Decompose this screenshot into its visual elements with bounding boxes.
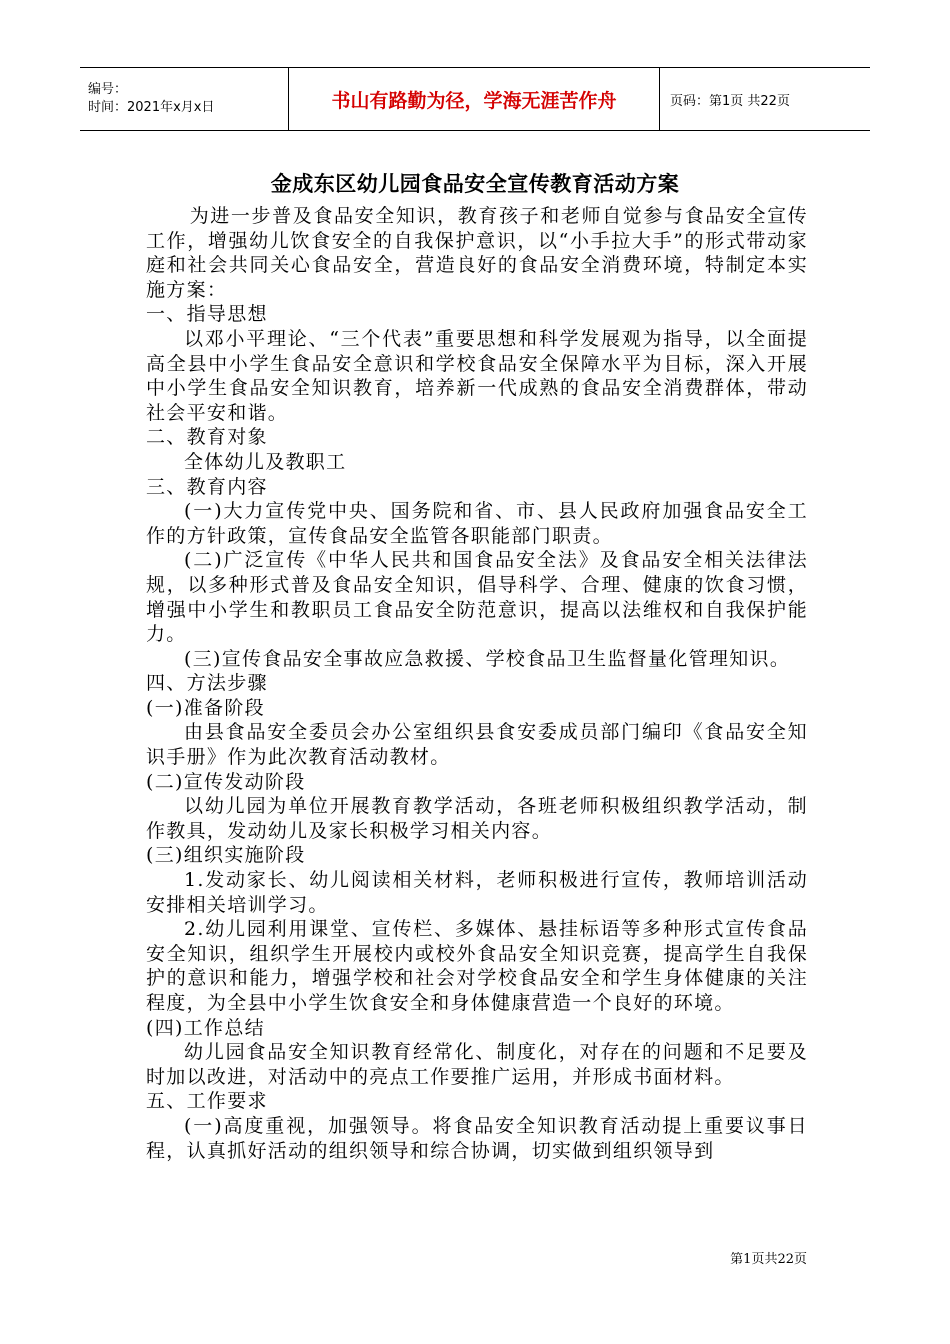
- body-paragraph: 1.发动家长、幼儿阅读相关材料，老师积极进行宣传，教师培训活动安排相关培训学习。: [146, 869, 808, 916]
- motto-text: 书山有路勤为径，学海无涯苦作舟: [331, 89, 617, 112]
- section-heading: 三、教育内容: [146, 475, 268, 498]
- time-label: 时间：2021年x月x日: [88, 100, 215, 115]
- section-heading: 四、方法步骤: [146, 672, 268, 695]
- body-paragraph: 2.幼儿园利用课堂、宣传栏、多媒体、悬挂标语等多种形式宣传食品安全知识，组织学生开展校内或校外食品安全知识竞赛，提高学生自我保护的意识和能力，增强学校和社会对学校食品安全和学生身体健康的关注程度，为全县中小学生饮食安全和身体健康营造一个良好的环境。: [146, 918, 808, 1014]
- subsection-heading: (四)工作总结: [146, 1016, 265, 1039]
- body-paragraph: (三)宣传食品安全事故应急救援、学校食品卫生监督量化管理知识。: [184, 647, 791, 670]
- section-heading: 二、教育对象: [146, 426, 268, 449]
- body-paragraph: 以幼儿园为单位开展教育教学活动，各班老师积极组织教学活动，制作教具，发动幼儿及家长积极学习相关内容。: [146, 795, 808, 842]
- subsection-heading: (一)准备阶段: [146, 696, 265, 719]
- document-body: [146, 204, 808, 1163]
- document-title: 金成东区幼儿园食品安全宣传教育活动方案: [270, 172, 680, 196]
- header-motto: [288, 68, 660, 130]
- body-paragraph: 以邓小平理论、“三个代表”重要思想和科学发展观为指导，以全面提高全县中小学生食品安全意识和学校食品安全保障水平为目标，深入开展中小学生食品安全知识教育，培养新一代成熟的食品安全消费群体，带动社会平安和谐。: [146, 327, 808, 424]
- body-paragraph: 幼儿园食品安全知识教育经常化、制度化，对存在的问题和不足要及时加以改进，对活动中的亮点工作要推广运用，并形成书面材料。: [146, 1041, 808, 1088]
- body-paragraph: 全体幼儿及教职工: [184, 450, 347, 473]
- document-header: [80, 67, 870, 131]
- number-label: 编号：: [88, 82, 128, 97]
- page-label: 页码：第1页 共22页: [670, 93, 790, 109]
- subsection-heading: (三)组织实施阶段: [146, 844, 306, 867]
- subsection-heading: (二)宣传发动阶段: [146, 770, 306, 793]
- header-meta: [80, 68, 288, 130]
- body-paragraph: (二)广泛宣传《中华人民共和国食品安全法》及食品安全相关法律法规，以多种形式普及食品安全知识，倡导科学、合理、健康的饮食习惯，增强中小学生和教职员工食品安全防范意识，提高以法维权和自我保护能力。: [146, 549, 808, 646]
- body-paragraph: (一)高度重视，加强领导。将食品安全知识教育活动提上重要议事日程，认真抓好活动的组织领导和综合协调，切实做到组织领导到: [146, 1114, 808, 1162]
- section-heading: 五、工作要求: [146, 1090, 268, 1113]
- body-paragraph: (一)大力宣传党中央、国务院和省、市、县人民政府加强食品安全工作的方针政策，宣传食品安全监管各职能部门职责。: [146, 500, 808, 547]
- header-page: [660, 68, 870, 130]
- body-paragraph: 由县食品安全委员会办公室组织县食安委成员部门编印《食品安全知识手册》作为此次教育活动教材。: [146, 721, 808, 769]
- section-heading: 一、指导思想: [146, 303, 268, 326]
- intro-paragraph: 为进一步普及食品安全知识，教育孩子和老师自觉参与食品安全宣传工作，增强幼儿饮食安全的自我保护意识，以“小手拉大手”的形式带动家庭和社会共同关心食品安全，营造良好的食品安全消费环境，特制定本实施方案：: [146, 205, 808, 301]
- page-footer: 第1页共22页: [730, 1252, 807, 1267]
